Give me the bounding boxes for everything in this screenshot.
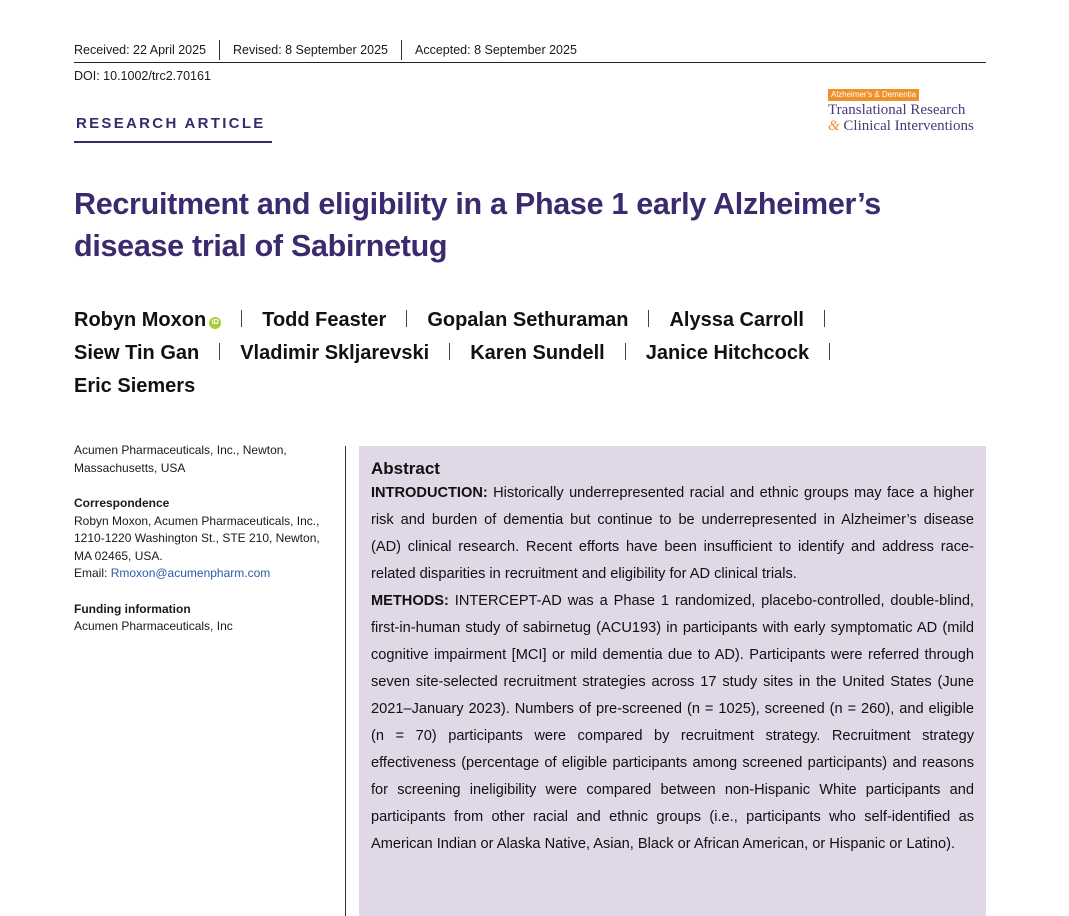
article-title: Recruitment and eligibility in a Phase 1 early Alzheimer’s disease trial of Sabirnetug	[74, 187, 881, 263]
header-rule	[74, 62, 986, 63]
orcid-icon[interactable]: iD	[209, 317, 221, 329]
correspondence-heading: Correspondence	[74, 496, 170, 510]
article-type: RESEARCH ARTICLE	[76, 115, 266, 132]
author[interactable]: Gopalan Sethuraman	[427, 309, 629, 331]
received-date: Received: 22 April 2025	[74, 43, 207, 57]
methods-label: METHODS:	[371, 593, 449, 609]
methods-text: INTERCEPT-AD was a Phase 1 randomized, placebo-controlled, double-blind, first-in-human study of sabirnetug (ACU193) in participants with early symptomatic AD (mild cognitive impairment [MCI] or mild dementia due to AD). Participants were referred through seven site-selected recruitment strategies across 17 study sites in the United States (June 2021–January 2023). Numbers of pre-screened (n = 1025), screened (n = 260), and eligible (n = 70) participants were compared by recruitment strategy. Recruitment strategy effectiveness (percentage of eligible participants among screened participants) and reasons for screening ineligibility were compared between non-Hispanic White participants and participants from other racial and ethnic groups (i.e., participants who self-identified as American Indian or Alaska Native, Asian, Black or African American, or Hispanic or Latino).	[371, 593, 974, 852]
author[interactable]: Siew Tin Gan	[74, 342, 200, 364]
abstract-heading: Abstract	[371, 459, 440, 478]
introduction-label: INTRODUCTION:	[371, 485, 488, 501]
journal-logo[interactable]	[828, 84, 974, 134]
article-type-underline	[74, 141, 272, 143]
author[interactable]: Todd Feaster	[262, 309, 387, 331]
date-divider	[401, 40, 402, 60]
abstract-introduction	[371, 480, 974, 588]
revised-date: Revised: 8 September 2025	[233, 43, 388, 57]
accepted-date: Accepted: 8 September 2025	[415, 43, 577, 57]
funding-heading: Funding information	[74, 601, 191, 616]
journal-name-line2	[828, 118, 974, 134]
article-dates	[74, 40, 577, 60]
author[interactable]: Janice Hitchcock	[645, 342, 810, 364]
email-link[interactable]: Rmoxon@acumenpharm.com	[110, 566, 271, 580]
author[interactable]: Karen Sundell	[470, 342, 605, 364]
abstract-box	[359, 446, 986, 916]
email-line	[74, 565, 336, 583]
author[interactable]: Robyn Moxon iD	[74, 304, 221, 337]
ampersand: &	[828, 118, 840, 134]
author[interactable]: Vladimir Skljarevski	[240, 342, 430, 364]
author[interactable]: Alyssa Carroll	[669, 309, 804, 331]
author-divider	[648, 310, 649, 327]
funding-block	[74, 601, 336, 636]
affiliation: Acumen Pharmaceuticals, Inc., Newton, Massachusetts, USA	[74, 443, 287, 475]
author-divider	[241, 310, 242, 327]
date-divider	[219, 40, 220, 60]
author-divider	[829, 343, 830, 360]
author-divider	[625, 343, 626, 360]
journal-name-line2-text: Clinical Interventions	[839, 118, 974, 134]
column-divider	[345, 446, 346, 916]
author-list	[74, 304, 974, 403]
journal-name-line1: Translational Research	[828, 102, 966, 118]
author-divider	[406, 310, 407, 327]
email-label: Email:	[74, 566, 111, 580]
doi[interactable]: DOI: 10.1002/trc2.70161	[74, 69, 211, 83]
author-divider	[219, 343, 220, 360]
author[interactable]: Eric Siemers	[74, 375, 196, 397]
sidebar-info	[74, 442, 336, 654]
journal-tag: Alzheimer's & Dementia	[828, 89, 919, 101]
correspondence-text: Robyn Moxon, Acumen Pharmaceuticals, Inc., 1210-1220 Washington St., STE 210, Newton, MA 02465, USA.	[74, 513, 320, 563]
author-divider	[824, 310, 825, 327]
introduction-text: Historically underrepresented racial and ethnic groups may face a higher risk and burden of dementia but continue to be underrepresented in Alzheimer’s disease (AD) clinical research. Recent efforts have been insufficient to identify and address race-related disparities in recruitment and eligibility for AD clinical trials.	[371, 485, 974, 582]
correspondence-block	[74, 495, 336, 583]
funding-text: Acumen Pharmaceuticals, Inc	[74, 619, 233, 633]
abstract-methods	[371, 588, 974, 858]
author-divider	[449, 343, 450, 360]
